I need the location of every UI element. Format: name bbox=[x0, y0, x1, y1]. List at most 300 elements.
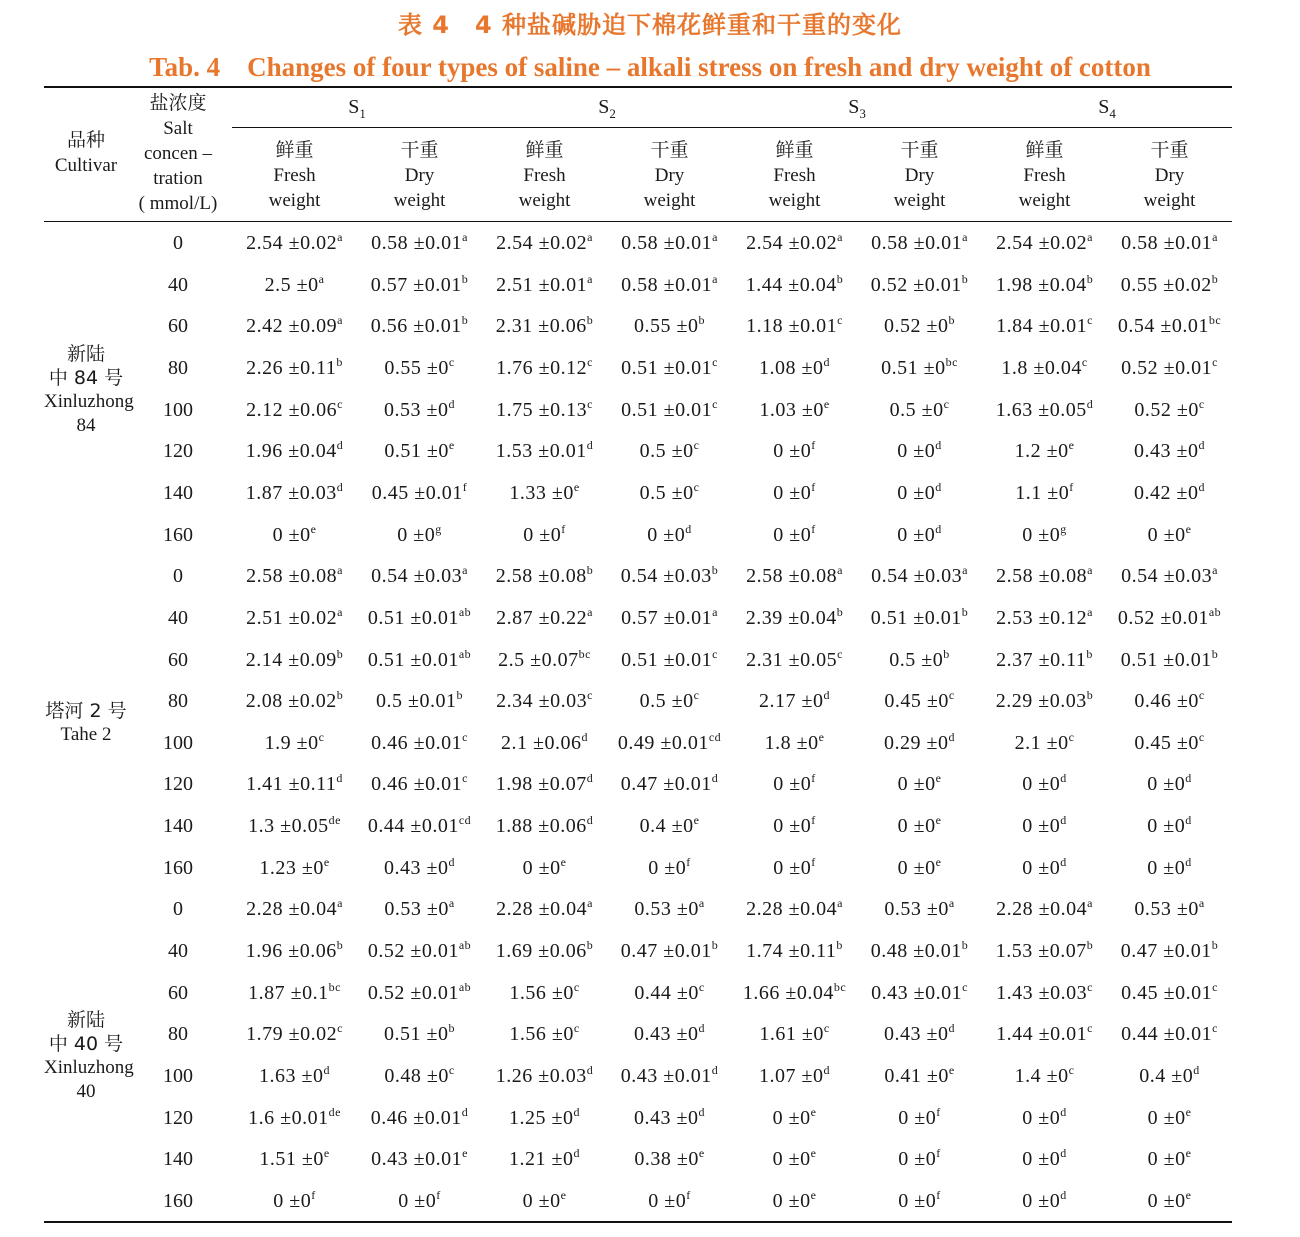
cell-value: 0 ±0 bbox=[272, 523, 311, 546]
significance-letter: f bbox=[686, 1187, 691, 1202]
dry-weight-header bbox=[1107, 138, 1232, 213]
salt-concentration-cell: 100 bbox=[163, 731, 193, 754]
cell-value: 2.1 ±0 bbox=[1014, 731, 1069, 754]
significance-letter: e bbox=[1068, 438, 1075, 453]
fresh-weight-cell bbox=[982, 973, 1107, 1013]
significance-letter: b bbox=[336, 688, 344, 703]
cell-value: 0.47 ±0.01 bbox=[620, 773, 712, 796]
dry-weight-cell bbox=[607, 1056, 732, 1096]
cell-value: 0.52 ±0.01 bbox=[367, 981, 459, 1004]
cell-value: 2.08 ±0.02 bbox=[245, 690, 337, 713]
cell-value: 0 ±0 bbox=[773, 481, 812, 504]
fresh-weight-cell bbox=[482, 1181, 607, 1221]
dry-weight-cell bbox=[607, 473, 732, 513]
dry-weight-cell bbox=[857, 431, 982, 471]
significance-letter: d bbox=[1060, 854, 1067, 869]
significance-letter: d bbox=[586, 771, 594, 786]
cultivar-label-line: 中 40 号 bbox=[48, 1033, 124, 1055]
cell-value: 0 ±0 bbox=[523, 523, 562, 546]
significance-letter: e bbox=[810, 1104, 817, 1119]
dry-weight-cell bbox=[1107, 598, 1232, 638]
cell-value: 0.49 ±0.01 bbox=[617, 731, 709, 754]
cell-value: 0.5 ±0 bbox=[639, 440, 694, 463]
significance-letter: e bbox=[560, 1187, 567, 1202]
significance-letter: a bbox=[587, 896, 593, 911]
table-row bbox=[0, 390, 1300, 430]
significance-letter: e bbox=[823, 396, 830, 411]
significance-letter: c bbox=[837, 646, 843, 661]
significance-letter: c bbox=[1081, 354, 1088, 369]
significance-letter: c bbox=[962, 979, 968, 994]
significance-letter: c bbox=[1087, 1021, 1093, 1036]
cell-value: 0 ±0 bbox=[897, 440, 936, 463]
cell-value: 0 ±0 bbox=[273, 1189, 312, 1212]
cell-value: 0 ±0 bbox=[1022, 856, 1061, 879]
salt-concentration-cell: 140 bbox=[163, 815, 193, 838]
cell-value: 0.51 ±0.01 bbox=[1120, 648, 1212, 671]
significance-letter: e bbox=[693, 813, 700, 828]
table-row bbox=[0, 1014, 1300, 1054]
cell-value: 1.3 ±0.05 bbox=[248, 815, 329, 838]
fresh-weight-header bbox=[982, 138, 1107, 213]
salt-concentration-cell: 140 bbox=[163, 1148, 193, 1171]
table-row bbox=[0, 1056, 1300, 1096]
significance-letter: d bbox=[336, 771, 343, 786]
fresh-header-en_2: weight bbox=[768, 190, 821, 211]
cell-value: 1.79 ±0.02 bbox=[246, 1023, 338, 1046]
significance-letter: b bbox=[711, 938, 719, 953]
dry-weight-cell bbox=[1107, 973, 1232, 1013]
header-bottom-rule bbox=[44, 221, 1232, 222]
fresh-weight-cell bbox=[482, 973, 607, 1013]
dry-header-cn: 干重 bbox=[900, 139, 939, 161]
dry-weight-cell bbox=[857, 848, 982, 888]
dry-weight-cell bbox=[357, 1014, 482, 1054]
table-row bbox=[0, 681, 1300, 721]
significance-letter: e bbox=[323, 1146, 330, 1161]
significance-letter: e bbox=[810, 1187, 817, 1202]
significance-letter: f bbox=[561, 521, 566, 536]
dry-weight-cell bbox=[607, 306, 732, 346]
significance-letter: b bbox=[836, 271, 844, 286]
dry-weight-header bbox=[357, 138, 482, 213]
fresh-weight-cell bbox=[732, 598, 857, 638]
significance-letter: a bbox=[837, 563, 843, 578]
cell-value: 0.55 ±0.02 bbox=[1120, 273, 1212, 296]
cell-value: 2.87 ±0.22 bbox=[496, 606, 588, 629]
significance-letter: b bbox=[961, 271, 969, 286]
dry-weight-cell bbox=[607, 556, 732, 596]
cell-value: 1.44 ±0.04 bbox=[745, 273, 837, 296]
cell-value: 1.96 ±0.04 bbox=[245, 440, 337, 463]
cell-value: 0.58 ±0.01 bbox=[621, 232, 713, 254]
dry-weight-cell bbox=[1107, 764, 1232, 804]
cell-value: 0.51 ±0 bbox=[881, 356, 946, 379]
fresh-weight-cell bbox=[482, 556, 607, 596]
cell-value: 0.51 ±0 bbox=[384, 440, 449, 463]
significance-letter: e bbox=[935, 854, 942, 869]
cell-value: 0.52 ±0 bbox=[1134, 398, 1199, 421]
salt-concentration-cell: 100 bbox=[163, 1065, 193, 1087]
significance-letter: ab bbox=[458, 938, 472, 953]
top-rule bbox=[44, 86, 1232, 88]
cell-value: 0 ±0 bbox=[897, 523, 936, 546]
significance-letter: b bbox=[961, 604, 969, 619]
salt-concentration-cell: 160 bbox=[163, 856, 193, 879]
significance-letter: ab bbox=[1208, 604, 1222, 619]
cell-value: 1.96 ±0.06 bbox=[245, 940, 337, 963]
fresh-weight-cell bbox=[982, 348, 1107, 388]
cell-value: 2.14 ±0.09 bbox=[245, 648, 337, 671]
significance-letter: d bbox=[573, 1104, 580, 1119]
dry-weight-cell bbox=[357, 764, 482, 804]
fresh-weight-cell bbox=[732, 431, 857, 471]
cell-value: 0.54 ±0.01 bbox=[1117, 315, 1209, 338]
cell-value: 0.42 ±0 bbox=[1134, 481, 1199, 504]
table-row bbox=[0, 348, 1300, 388]
dry-weight-cell bbox=[857, 515, 982, 555]
significance-letter: c bbox=[573, 979, 580, 994]
significance-letter: b bbox=[586, 563, 594, 578]
fresh-weight-cell bbox=[732, 640, 857, 680]
cell-value: 0.47 ±0.01 bbox=[620, 940, 712, 963]
cell-value: 0.47 ±0.01 bbox=[1120, 940, 1212, 963]
cell-value: 2.51 ±0.01 bbox=[496, 273, 588, 296]
cell-value: 0.51 ±0.01 bbox=[367, 648, 459, 671]
significance-letter: c bbox=[318, 729, 325, 744]
fresh-weight-cell bbox=[232, 473, 357, 513]
table-row bbox=[0, 931, 1300, 971]
significance-letter: c bbox=[462, 729, 468, 744]
cell-value: 1.25 ±0 bbox=[509, 1106, 574, 1129]
dry-weight-cell bbox=[857, 1056, 982, 1096]
significance-letter: d bbox=[1185, 854, 1192, 869]
dry-weight-cell bbox=[1107, 1139, 1232, 1179]
fresh-weight-cell bbox=[982, 1181, 1107, 1221]
significance-letter: d bbox=[581, 729, 588, 744]
significance-letter: a bbox=[837, 896, 843, 911]
fresh-weight-cell bbox=[982, 598, 1107, 638]
fresh-weight-cell bbox=[482, 1056, 607, 1096]
fresh-weight-cell bbox=[732, 390, 857, 430]
fresh-weight-cell bbox=[982, 306, 1107, 346]
fresh-weight-header bbox=[732, 138, 857, 213]
significance-letter: a bbox=[587, 271, 593, 286]
table-row bbox=[0, 764, 1300, 804]
significance-letter: d bbox=[448, 854, 455, 869]
cell-value: 0.43 ±0.01 bbox=[371, 1148, 463, 1171]
fresh-weight-cell bbox=[732, 515, 857, 555]
cell-value: 0 ±0 bbox=[397, 523, 436, 546]
significance-letter: d bbox=[935, 438, 942, 453]
fresh-weight-cell bbox=[732, 265, 857, 305]
dry-weight-header bbox=[857, 138, 982, 213]
fresh-weight-cell bbox=[232, 973, 357, 1013]
fresh-weight-cell bbox=[232, 1098, 357, 1138]
cell-value: 2.42 ±0.09 bbox=[246, 315, 338, 338]
dry-weight-cell bbox=[1107, 640, 1232, 680]
cell-value: 0 ±0 bbox=[772, 1106, 811, 1129]
salt-concentration-cell: 120 bbox=[163, 773, 193, 796]
cell-value: 0.45 ±0.01 bbox=[1121, 981, 1213, 1004]
dry-weight-cell bbox=[1107, 1181, 1232, 1221]
cell-value: 1.66 ±0.04 bbox=[742, 981, 834, 1004]
cell-value: 1.53 ±0.01 bbox=[495, 440, 587, 463]
fresh-weight-cell bbox=[732, 681, 857, 721]
cell-value: 1.87 ±0.1 bbox=[248, 981, 329, 1004]
significance-letter: ab bbox=[458, 646, 472, 661]
significance-letter: c bbox=[823, 1021, 830, 1036]
dry-weight-cell bbox=[857, 306, 982, 346]
cell-value: 2.1 ±0.06 bbox=[501, 731, 582, 754]
cell-value: 0 ±0 bbox=[773, 815, 812, 838]
dry-weight-cell bbox=[1107, 848, 1232, 888]
salt-header-en-1: Salt bbox=[163, 118, 193, 139]
dry-weight-cell bbox=[607, 1181, 732, 1221]
cell-value: 0.54 ±0.03 bbox=[620, 565, 712, 588]
dry-weight-cell bbox=[1107, 473, 1232, 513]
group-header-s1: $S_1$ bbox=[348, 96, 366, 121]
cell-value: 1.43 ±0.03 bbox=[996, 981, 1088, 1004]
significance-letter: c bbox=[448, 1063, 455, 1077]
significance-letter: b bbox=[948, 313, 955, 328]
dry-weight-cell bbox=[607, 431, 732, 471]
significance-letter: b bbox=[1211, 271, 1219, 286]
fresh-weight-cell bbox=[232, 223, 357, 263]
significance-letter: c bbox=[337, 1021, 343, 1036]
fresh-weight-cell bbox=[732, 723, 857, 763]
fresh-weight-cell bbox=[482, 1139, 607, 1179]
significance-letter: f bbox=[811, 479, 816, 494]
significance-letter: a bbox=[962, 563, 968, 578]
cell-value: 1.1 ±0 bbox=[1015, 481, 1070, 504]
significance-letter: c bbox=[448, 354, 455, 369]
dry-weight-cell bbox=[857, 931, 982, 971]
cell-value: 0 ±0 bbox=[1147, 815, 1186, 838]
cell-value: 1.84 ±0.01 bbox=[996, 315, 1088, 338]
dry-weight-cell bbox=[1107, 1056, 1232, 1096]
fresh-weight-cell bbox=[482, 1014, 607, 1054]
dry-weight-cell bbox=[357, 889, 482, 929]
cell-value: 0.46 ±0 bbox=[1134, 690, 1199, 713]
salt-concentration-cell: 40 bbox=[168, 940, 188, 963]
fresh-weight-cell bbox=[232, 348, 357, 388]
significance-letter: a bbox=[448, 896, 455, 911]
cell-value: 2.28 ±0.04 bbox=[246, 898, 338, 921]
significance-letter: d bbox=[1060, 771, 1067, 786]
cell-value: 0 ±0 bbox=[1022, 773, 1061, 796]
cell-value: 0.52 ±0 bbox=[884, 315, 949, 338]
significance-letter: c bbox=[693, 479, 700, 494]
fresh-weight-cell bbox=[732, 931, 857, 971]
fresh-weight-cell bbox=[482, 1098, 607, 1138]
cell-value: 0.53 ±0 bbox=[1134, 898, 1199, 921]
significance-letter: a bbox=[462, 230, 468, 244]
cultivar-label-line: Xinluzhong bbox=[44, 1057, 134, 1078]
significance-letter: c bbox=[712, 396, 718, 411]
cell-value: 0 ±0 bbox=[1147, 856, 1186, 879]
dry-weight-cell bbox=[357, 431, 482, 471]
fresh-weight-cell bbox=[482, 931, 607, 971]
cell-value: 0 ±0 bbox=[1022, 1106, 1061, 1129]
significance-letter: a bbox=[698, 896, 705, 911]
dry-weight-cell bbox=[857, 348, 982, 388]
cell-value: 1.51 ±0 bbox=[259, 1148, 324, 1171]
significance-letter: d bbox=[948, 1021, 955, 1036]
cell-value: 0 ±0 bbox=[897, 815, 936, 838]
fresh-header-cn: 鲜重 bbox=[525, 139, 564, 161]
significance-letter: f bbox=[936, 1146, 941, 1161]
cell-value: 1.87 ±0.03 bbox=[245, 481, 337, 504]
dry-weight-cell bbox=[607, 1098, 732, 1138]
significance-letter: b bbox=[836, 938, 843, 953]
cell-value: 1.76 ±0.12 bbox=[496, 356, 588, 379]
dry-weight-cell bbox=[1107, 1098, 1232, 1138]
fresh-weight-cell bbox=[982, 806, 1107, 846]
cultivar-label-line: Tahe 2 bbox=[60, 723, 112, 745]
fresh-header-en_1: Fresh bbox=[773, 165, 816, 186]
dry-weight-cell bbox=[357, 556, 482, 596]
dry-header-en_1: Dry bbox=[1154, 165, 1185, 186]
cell-value: 0.51 ±0.01 bbox=[367, 606, 459, 629]
significance-letter: a bbox=[337, 313, 343, 328]
significance-letter: c bbox=[587, 396, 593, 411]
significance-letter: c bbox=[1212, 979, 1218, 994]
significance-letter: c bbox=[587, 688, 593, 703]
cell-value: 2.51 ±0.02 bbox=[246, 606, 338, 629]
cultivar-label-line: Xinluzhong bbox=[44, 390, 134, 412]
dry-weight-cell bbox=[607, 348, 732, 388]
significance-letter: e bbox=[1185, 1146, 1192, 1161]
cell-value: 0 ±0 bbox=[1022, 523, 1061, 546]
table-row bbox=[0, 973, 1300, 1013]
dry-weight-cell bbox=[857, 806, 982, 846]
cell-value: 0.48 ±0 bbox=[384, 1065, 449, 1087]
cell-value: 0.57 ±0.01 bbox=[370, 273, 462, 296]
fresh-weight-header bbox=[232, 138, 357, 213]
cell-value: 0.53 ±0 bbox=[384, 398, 449, 421]
salt-concentration-cell: 60 bbox=[168, 981, 188, 1004]
cultivar-header bbox=[44, 128, 128, 178]
fresh-weight-cell bbox=[732, 806, 857, 846]
significance-letter: d bbox=[336, 479, 344, 494]
table-row bbox=[0, 640, 1300, 680]
cell-value: 0.43 ±0 bbox=[1134, 440, 1199, 463]
salt-concentration-cell: 160 bbox=[163, 1189, 193, 1212]
significance-letter: d bbox=[1060, 1104, 1067, 1119]
dry-weight-cell bbox=[357, 223, 482, 263]
salt-concentration-cell: 40 bbox=[168, 273, 188, 296]
cultivar-label-line: 塔河 2 号 bbox=[45, 699, 127, 722]
dry-weight-cell bbox=[857, 556, 982, 596]
dry-weight-cell bbox=[857, 640, 982, 680]
fresh-weight-cell bbox=[232, 265, 357, 305]
cell-value: 1.74 ±0.11 bbox=[746, 940, 837, 963]
significance-letter: c bbox=[837, 313, 843, 328]
significance-letter: b bbox=[448, 1021, 455, 1036]
cell-value: 1.07 ±0 bbox=[759, 1065, 824, 1087]
cell-value: 0.29 ±0 bbox=[884, 731, 949, 754]
cell-value: 0.58 ±0.01 bbox=[871, 232, 963, 254]
cell-value: 0 ±0 bbox=[648, 1189, 687, 1212]
fresh-weight-cell bbox=[732, 1014, 857, 1054]
table-row bbox=[0, 806, 1300, 846]
significance-letter: a bbox=[837, 230, 843, 244]
significance-letter: a bbox=[318, 271, 325, 286]
cell-value: 0.45 ±0.01 bbox=[371, 481, 463, 504]
cell-value: 0 ±0 bbox=[898, 1106, 937, 1129]
dry-weight-cell bbox=[357, 515, 482, 555]
significance-letter: a bbox=[1198, 896, 1205, 911]
dry-weight-cell bbox=[357, 348, 482, 388]
fresh-header-cn: 鲜重 bbox=[275, 139, 314, 161]
cell-value: 0.43 ±0 bbox=[634, 1023, 699, 1046]
fresh-weight-cell bbox=[482, 764, 607, 804]
significance-letter: bc bbox=[945, 354, 958, 369]
cell-value: 1.63 ±0.05 bbox=[995, 398, 1087, 421]
dry-weight-cell bbox=[1107, 806, 1232, 846]
table-row bbox=[0, 265, 1300, 305]
fresh-weight-cell bbox=[232, 431, 357, 471]
cell-value: 1.26 ±0.03 bbox=[495, 1065, 587, 1087]
cell-value: 1.69 ±0.06 bbox=[495, 940, 587, 963]
dry-weight-cell bbox=[607, 640, 732, 680]
significance-letter: e bbox=[948, 1063, 955, 1077]
fresh-weight-cell bbox=[732, 1056, 857, 1096]
fresh-weight-cell bbox=[982, 764, 1107, 804]
significance-letter: b bbox=[1211, 646, 1219, 661]
dry-weight-cell bbox=[1107, 556, 1232, 596]
dry-header-cn: 干重 bbox=[650, 139, 689, 161]
cell-value: 0 ±0 bbox=[897, 481, 936, 504]
dry-weight-cell bbox=[357, 1139, 482, 1179]
significance-letter: f bbox=[686, 854, 691, 869]
dry-weight-cell bbox=[607, 931, 732, 971]
significance-letter: d bbox=[711, 771, 719, 786]
cell-value: 2.12 ±0.06 bbox=[246, 398, 338, 421]
significance-letter: d bbox=[823, 688, 830, 703]
fresh-header-en_2: weight bbox=[268, 190, 321, 211]
significance-letter: e bbox=[323, 854, 330, 869]
dry-weight-cell bbox=[857, 390, 982, 430]
cell-value: 0 ±0 bbox=[647, 523, 686, 546]
cell-value: 0 ±0 bbox=[772, 1189, 811, 1212]
significance-letter: c bbox=[1068, 729, 1075, 744]
cell-value: 2.58 ±0.08 bbox=[996, 565, 1088, 588]
dry-weight-cell bbox=[1107, 223, 1232, 263]
salt-concentration-header bbox=[128, 91, 228, 216]
significance-letter: b bbox=[336, 646, 344, 661]
cell-value: 2.37 ±0.11 bbox=[996, 648, 1087, 671]
cell-value: 0 ±0 bbox=[522, 1189, 561, 1212]
dry-weight-cell bbox=[357, 473, 482, 513]
significance-letter: b bbox=[336, 354, 343, 369]
cell-value: 0.5 ±0 bbox=[889, 648, 944, 671]
significance-letter: bc bbox=[578, 646, 591, 661]
fresh-weight-cell bbox=[232, 1181, 357, 1221]
cell-value: 1.98 ±0.07 bbox=[495, 773, 587, 796]
salt-header-cn: 盐浓度 bbox=[149, 92, 207, 114]
fresh-weight-cell bbox=[982, 1014, 1107, 1054]
cell-value: 0.52 ±0.01 bbox=[1121, 356, 1213, 379]
table-title-cn: 表 4 4 种盐碱胁迫下棉花鲜重和干重的变化 bbox=[397, 11, 903, 39]
dry-weight-cell bbox=[1107, 390, 1232, 430]
group-header-s3: $S_3$ bbox=[848, 96, 866, 121]
cell-value: 0.43 ±0.01 bbox=[620, 1065, 712, 1087]
cell-value: 0.51 ±0.01 bbox=[621, 356, 713, 379]
cell-value: 0.52 ±0.01 bbox=[367, 940, 459, 963]
cell-value: 2.58 ±0.08 bbox=[495, 565, 587, 588]
